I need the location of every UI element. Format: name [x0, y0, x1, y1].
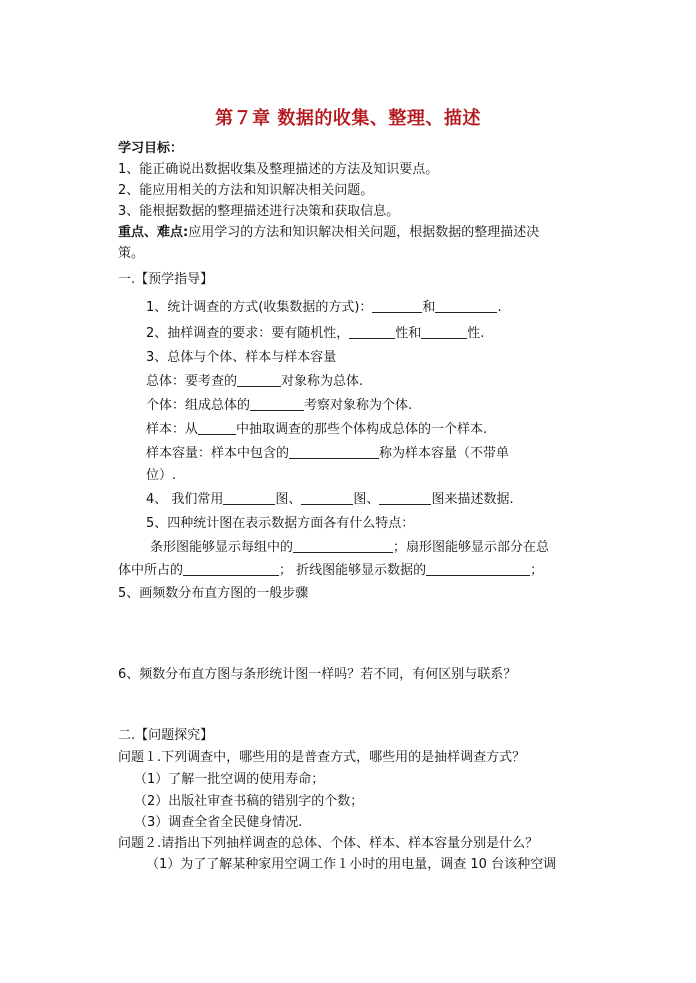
question-3d-cont: 位）.: [146, 468, 177, 483]
answer-blank[interactable]: [183, 561, 279, 576]
q5a-post: ；扇形图能够显示部分在总: [393, 540, 550, 555]
problem-1-item-2: （2）出版社审查书稿的错别字的个数；: [134, 794, 364, 809]
q5b-mid: ； 折线图能够显示数据的: [279, 563, 427, 578]
problem-1-item-1: （1）了解一批空调的使用寿命；: [134, 772, 325, 787]
q3b-post: 考察对象称为个体.: [304, 398, 413, 413]
problem-1: 问题１.下列调查中，哪些用的是普查方式，哪些用的是抽样调查方式？: [118, 750, 526, 765]
q1-mid: 和: [422, 300, 436, 315]
section1-heading: 一.【预学指导】: [118, 272, 214, 287]
problem-2: 问题２.请指出下列抽样调查的总体、个体、样本、样本容量分别是什么？: [118, 836, 539, 851]
q3d-post: 称为样本容量（不带单: [379, 446, 510, 461]
key-points: [118, 223, 539, 243]
question-3: 3、总体与个体、样本与样本容量: [146, 350, 337, 365]
answer-blank[interactable]: [301, 490, 353, 505]
q4-m1: 图、: [275, 492, 302, 507]
question-3a: [146, 372, 363, 392]
question-1: [146, 298, 502, 318]
key-points-cont: 策。: [118, 246, 145, 261]
answer-blank[interactable]: [250, 396, 304, 411]
goal-item-3: 3、能根据数据的整理描述进行决策和获取信息。: [118, 204, 400, 219]
q2-mid: 性和: [395, 326, 422, 341]
problem-2-item-1: （1）为了了解某种家用空调工作１小时的用电量，调查 10 台该种空调: [146, 857, 557, 872]
section2-heading: 二.【问题探究】: [118, 728, 214, 743]
goals-heading: 学习目标：: [118, 141, 184, 156]
question-5: 5、四种统计图在表示数据方面各有什么特点：: [146, 516, 415, 531]
goal-item-2: 2、能应用相关的方法和知识解决相关问题。: [118, 183, 374, 198]
answer-blank[interactable]: [379, 490, 431, 505]
answer-blank[interactable]: [349, 324, 395, 339]
q1-text: 1、统计调查的方式(收集数据的方式)：: [146, 300, 373, 315]
question-5a: [150, 538, 549, 558]
question-6: 6、频数分布直方图与条形统计图一样吗？若不同，有何区别与联系？: [118, 667, 517, 682]
answer-blank[interactable]: [421, 324, 467, 339]
q3b-text: 个体：组成总体的: [146, 398, 251, 413]
answer-blank[interactable]: [198, 420, 236, 435]
chapter-title: 第７章 数据的收集、整理、描述: [215, 108, 481, 129]
key-points-text: 应用学习的方法和知识解决相关问题，根据数据的整理描述决: [188, 225, 540, 240]
q3a-post: 对象称为总体.: [281, 374, 364, 389]
answer-blank[interactable]: [289, 444, 379, 459]
answer-blank[interactable]: [223, 490, 275, 505]
question-3b: [146, 396, 412, 416]
question-histogram-steps: 5、画频数分布直方图的一般步骤: [118, 586, 309, 601]
question-2: [146, 324, 484, 344]
answer-blank[interactable]: [426, 561, 530, 576]
q1-post: .: [497, 300, 502, 315]
q3a-text: 总体：要考查的: [146, 374, 238, 389]
q5b-post: ；: [530, 563, 544, 578]
q3d-text: 样本容量：样本中包含的: [146, 446, 290, 461]
q2-text: 2、抽样调查的要求：要有随机性，: [146, 326, 350, 341]
q5a-text: 条形图能够显示每组中的: [150, 540, 294, 555]
answer-blank[interactable]: [237, 372, 281, 387]
question-5b: [118, 561, 543, 581]
q5b-text: 体中所占的: [118, 563, 184, 578]
q4-post: 图来描述数据.: [431, 492, 514, 507]
question-4: [146, 490, 514, 510]
goal-item-1: 1、能正确说出数据收集及整理描述的方法及知识要点。: [118, 162, 439, 177]
question-3c: [146, 420, 487, 440]
key-points-label: 重点、难点:: [118, 225, 189, 240]
q4-text: 4、 我们常用: [146, 492, 224, 507]
answer-blank[interactable]: [293, 538, 393, 553]
q3c-text: 样本：从: [146, 422, 199, 437]
problem-1-item-3: （3）调查全省全民健身情况.: [134, 815, 303, 830]
q4-m2: 图、: [353, 492, 380, 507]
answer-blank[interactable]: [435, 298, 497, 313]
q2-post: 性.: [467, 326, 485, 341]
q3c-post: 中抽取调查的那些个体构成总体的一个样本.: [236, 422, 488, 437]
answer-blank[interactable]: [372, 298, 422, 313]
question-3d: [146, 444, 509, 464]
